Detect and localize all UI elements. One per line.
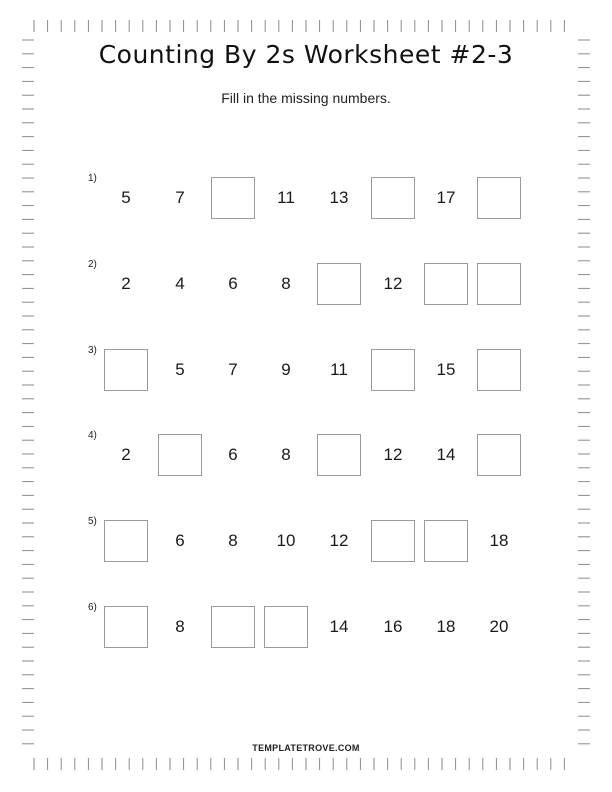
answer-box[interactable] [104,606,148,648]
sequence-number: 4 [175,274,185,293]
answer-box[interactable] [317,434,361,476]
answer-box[interactable] [104,349,148,391]
sequence-number: 7 [228,360,238,379]
sequence-number: 16 [383,617,403,636]
answer-box[interactable] [424,520,468,562]
sequence-number: 14 [329,617,349,636]
sequence-number: 6 [228,445,238,464]
sequence-number: 13 [329,188,349,207]
problem-number: 1) [88,173,97,184]
sequence-number: 6 [175,531,185,550]
sequence-number: 10 [276,531,296,550]
problem-number: 3) [88,345,97,356]
answer-box[interactable] [477,177,521,219]
sequence-number: 8 [281,445,291,464]
problem-number: 6) [88,602,97,613]
sequence-number: 17 [436,188,456,207]
problem-number: 5) [88,516,97,527]
sequence-number: 8 [281,274,291,293]
answer-box[interactable] [158,434,202,476]
instructions-text: Fill in the missing numbers. [221,90,391,106]
answer-box[interactable] [477,434,521,476]
sequence-number: 12 [383,274,403,293]
answer-box[interactable] [317,263,361,305]
sequence-number: 8 [175,617,185,636]
answer-box[interactable] [424,263,468,305]
footer-brand: TEMPLATETROVE.COM [252,743,360,753]
sequence-number: 2 [121,445,131,464]
answer-box[interactable] [477,263,521,305]
answer-box[interactable] [211,177,255,219]
problem-row [0,516,612,564]
answer-box[interactable] [371,520,415,562]
page-title: Counting By 2s Worksheet #2-3 [98,40,514,69]
sequence-number: 20 [489,617,509,636]
answer-box[interactable] [211,606,255,648]
sequence-number: 2 [121,274,131,293]
sequence-number: 8 [228,531,238,550]
sequence-number: 12 [383,445,403,464]
sequence-number: 5 [121,188,131,207]
sequence-number: 6 [228,274,238,293]
answer-box[interactable] [371,177,415,219]
problem-row [0,430,612,478]
problem-row [0,345,612,393]
answer-box[interactable] [104,520,148,562]
sequence-number: 14 [436,445,456,464]
sequence-number: 11 [330,360,348,379]
answer-box[interactable] [264,606,308,648]
problem-row [0,602,612,650]
sequence-number: 11 [277,188,295,207]
problem-number: 4) [88,430,97,441]
sequence-number: 15 [436,360,456,379]
sequence-number: 18 [436,617,456,636]
sequence-number: 18 [489,531,509,550]
problem-row [0,173,612,221]
sequence-number: 7 [175,188,185,207]
problem-row [0,259,612,307]
problem-number: 2) [88,259,97,270]
answer-box[interactable] [477,349,521,391]
sequence-number: 12 [329,531,349,550]
answer-box[interactable] [371,349,415,391]
sequence-number: 9 [281,360,291,379]
sequence-number: 5 [175,360,185,379]
